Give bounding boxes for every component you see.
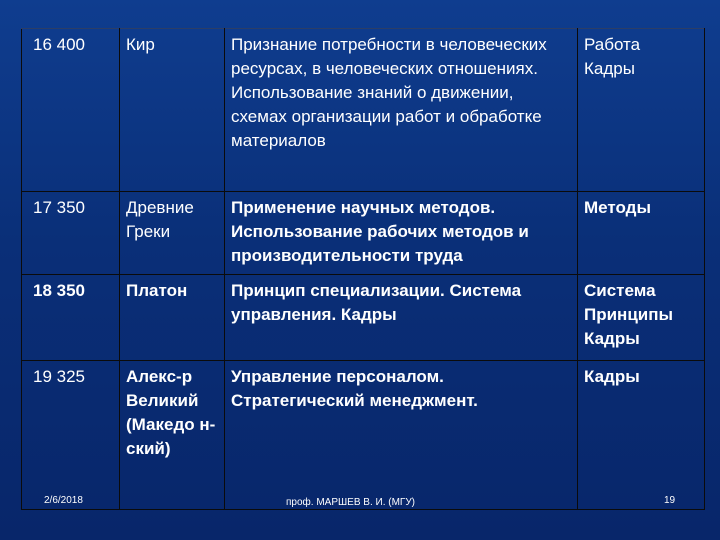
keywords-cell: Работа Кадры: [578, 29, 705, 192]
footer-author: проф. МАРШЕВ В. И. (МГУ): [286, 497, 416, 508]
table-row: [22, 361, 705, 510]
contribution-cell: Признание потребности в человеческих ресурсах, в человеческих отношениях. Использование знаний о движении, схемах организации работ и обработке материалов: [225, 29, 578, 192]
keywords-cell: Система Принципы Кадры: [578, 275, 705, 361]
year-cell: 17 350: [22, 192, 120, 275]
person-cell: Алекс-р Великий (Македо н-ский): [120, 361, 225, 510]
year-cell: 16 400: [22, 29, 120, 192]
keywords-cell: Методы: [578, 192, 705, 275]
contribution-cell: Управление персоналом. Стратегический менеджмент.: [225, 361, 578, 510]
person-cell: Древние Греки: [120, 192, 225, 275]
table-row: [22, 192, 705, 275]
contribution-cell: Принцип специализации. Система управления. Кадры: [225, 275, 578, 361]
year-cell: 18 350: [22, 275, 120, 361]
table-row: [22, 29, 705, 192]
person-cell: Платон: [120, 275, 225, 361]
footer-date: 2/6/2018: [44, 495, 83, 506]
year-cell: 19 325: [22, 361, 120, 510]
table-row: [22, 275, 705, 361]
history-table: [21, 28, 705, 510]
page-number: 19: [664, 495, 676, 506]
person-cell: Кир: [120, 29, 225, 192]
keywords-cell: Кадры: [578, 361, 705, 510]
contribution-cell: Применение научных методов. Использование рабочих методов и производительности труда: [225, 192, 578, 275]
